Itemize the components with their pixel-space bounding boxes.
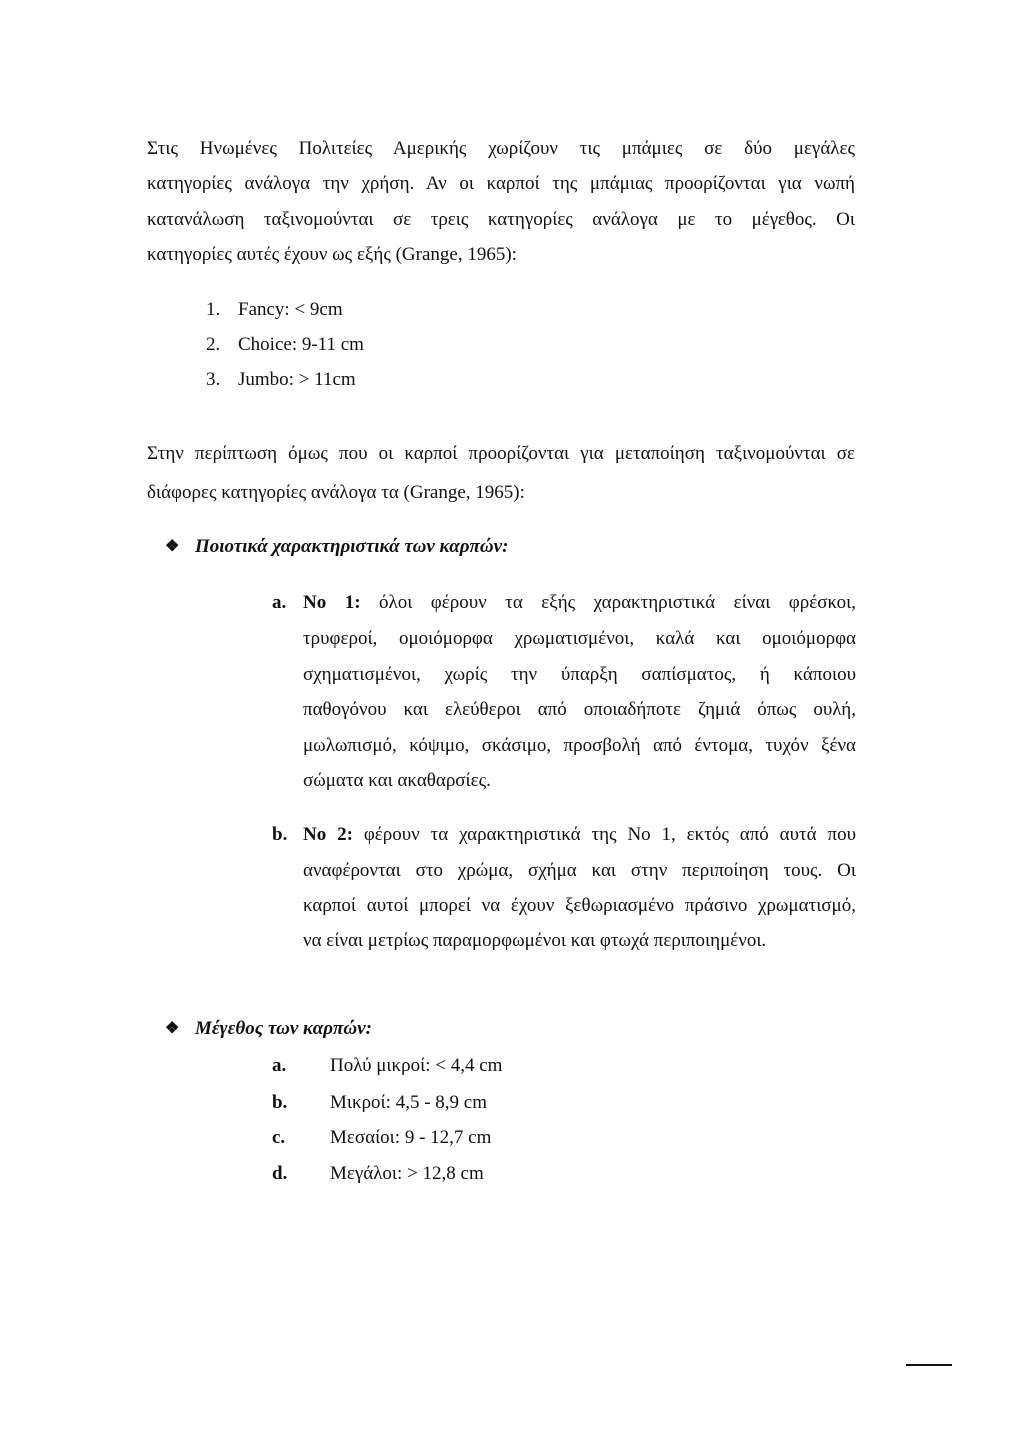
size-item-text: Μεγάλοι: > 12,8 cm bbox=[330, 1163, 484, 1184]
size-item bbox=[272, 1162, 484, 1186]
grade-b-text: φέρουν τα χαρακτηριστικά της No 1, εκτός από αυτά που bbox=[363, 824, 857, 845]
category-number: 3. bbox=[206, 369, 221, 390]
size-item-letter: d. bbox=[272, 1163, 288, 1184]
quality-heading-text: Ποιοτικά χαρακτηριστικά των καρπών: bbox=[195, 536, 509, 557]
size-item-letter: c. bbox=[272, 1127, 286, 1148]
grade-a-text: όλοι φέρουν τα εξής χαρακτηριστικά είναι φρέσκοι, bbox=[379, 592, 856, 613]
processing-line-1: Στην περίπτωση όμως που οι καρποί προορίζονται για μεταποίηση ταξινομούνται σε bbox=[147, 443, 855, 464]
size-heading-text: Μέγεθος των καρπών: bbox=[195, 1018, 372, 1039]
quality-heading bbox=[165, 535, 508, 559]
category-item-jumbo bbox=[206, 368, 356, 392]
intro-line-4: κατηγορίες αυτές έχουν ως εξής (Grange, 1965): bbox=[147, 244, 517, 265]
diamond-bullet-icon: ❖ bbox=[165, 1020, 180, 1037]
grade-a-line: σχηματισμένοι, χωρίς την ύπαρξη σαπίσματος, ή κάποιου bbox=[303, 664, 856, 685]
intro-line-2: κατηγορίες ανάλογα την χρήση. Αν οι καρποί της μπάμιας προορίζονται για νωπή bbox=[147, 173, 855, 194]
grade-a-label: No 1: bbox=[303, 592, 361, 613]
size-item-letter: b. bbox=[272, 1092, 288, 1113]
category-item-choice bbox=[206, 333, 364, 357]
grade-b-line: καρποί αυτοί μπορεί να έχουν ξεθωριασμένο πράσινο χρωματισμό, bbox=[303, 895, 856, 916]
grade-b-line: να είναι μετρίως παραμορφωμένοι και φτωχά περιποιημένοι. bbox=[303, 930, 767, 951]
diamond-bullet-icon: ❖ bbox=[165, 538, 180, 555]
category-text: Fancy: < 9cm bbox=[238, 299, 343, 320]
grade-a-first-line bbox=[272, 591, 856, 615]
category-item-fancy bbox=[206, 298, 343, 322]
footer-rule bbox=[906, 1364, 952, 1366]
intro-line-1: Στις Ηνωμένες Πολιτείες Αμερικής χωρίζουν τις μπάμιες σε δύο μεγάλες bbox=[147, 138, 855, 159]
grade-a-line: μωλωπισμό, κόψιμο, σκάσιμο, προσβολή από έντομα, τυχόν ξένα bbox=[303, 735, 856, 756]
grade-b-letter: b. bbox=[272, 824, 288, 845]
size-item-text: Μεσαίοι: 9 - 12,7 cm bbox=[330, 1127, 492, 1148]
size-item bbox=[272, 1091, 487, 1115]
size-item bbox=[272, 1126, 491, 1150]
size-item-text: Πολύ μικροί: < 4,4 cm bbox=[330, 1055, 503, 1076]
size-item-letter: a. bbox=[272, 1055, 287, 1076]
grade-a-line: τρυφεροί, ομοιόμορφα χρωματισμένοι, καλά και ομοιόμορφα bbox=[303, 628, 856, 649]
grade-a-line: σώματα και ακαθαρσίες. bbox=[303, 770, 491, 791]
size-item bbox=[272, 1054, 502, 1078]
processing-line-2: διάφορες κατηγορίες ανάλογα τα (Grange, 1965): bbox=[147, 482, 525, 503]
size-item-text: Μικροί: 4,5 - 8,9 cm bbox=[330, 1092, 487, 1113]
category-number: 2. bbox=[206, 334, 221, 355]
grade-a-letter: a. bbox=[272, 592, 287, 613]
category-text: Jumbo: > 11cm bbox=[238, 369, 356, 390]
grade-a-line: παθογόνου και ελεύθεροι από οποιαδήποτε ζημιά όπως ουλή, bbox=[303, 699, 856, 720]
size-heading bbox=[165, 1017, 372, 1041]
category-number: 1. bbox=[206, 299, 221, 320]
grade-b-label: No 2: bbox=[303, 824, 353, 845]
category-text: Choice: 9-11 cm bbox=[238, 334, 364, 355]
intro-line-3: κατανάλωση ταξινομούνται σε τρεις κατηγορίες ανάλογα με το μέγεθος. Οι bbox=[147, 209, 855, 230]
grade-b-line: αναφέρονται στο χρώμα, σχήμα και στην περιποίηση τους. Οι bbox=[303, 860, 856, 881]
grade-b-first-line bbox=[272, 823, 856, 847]
